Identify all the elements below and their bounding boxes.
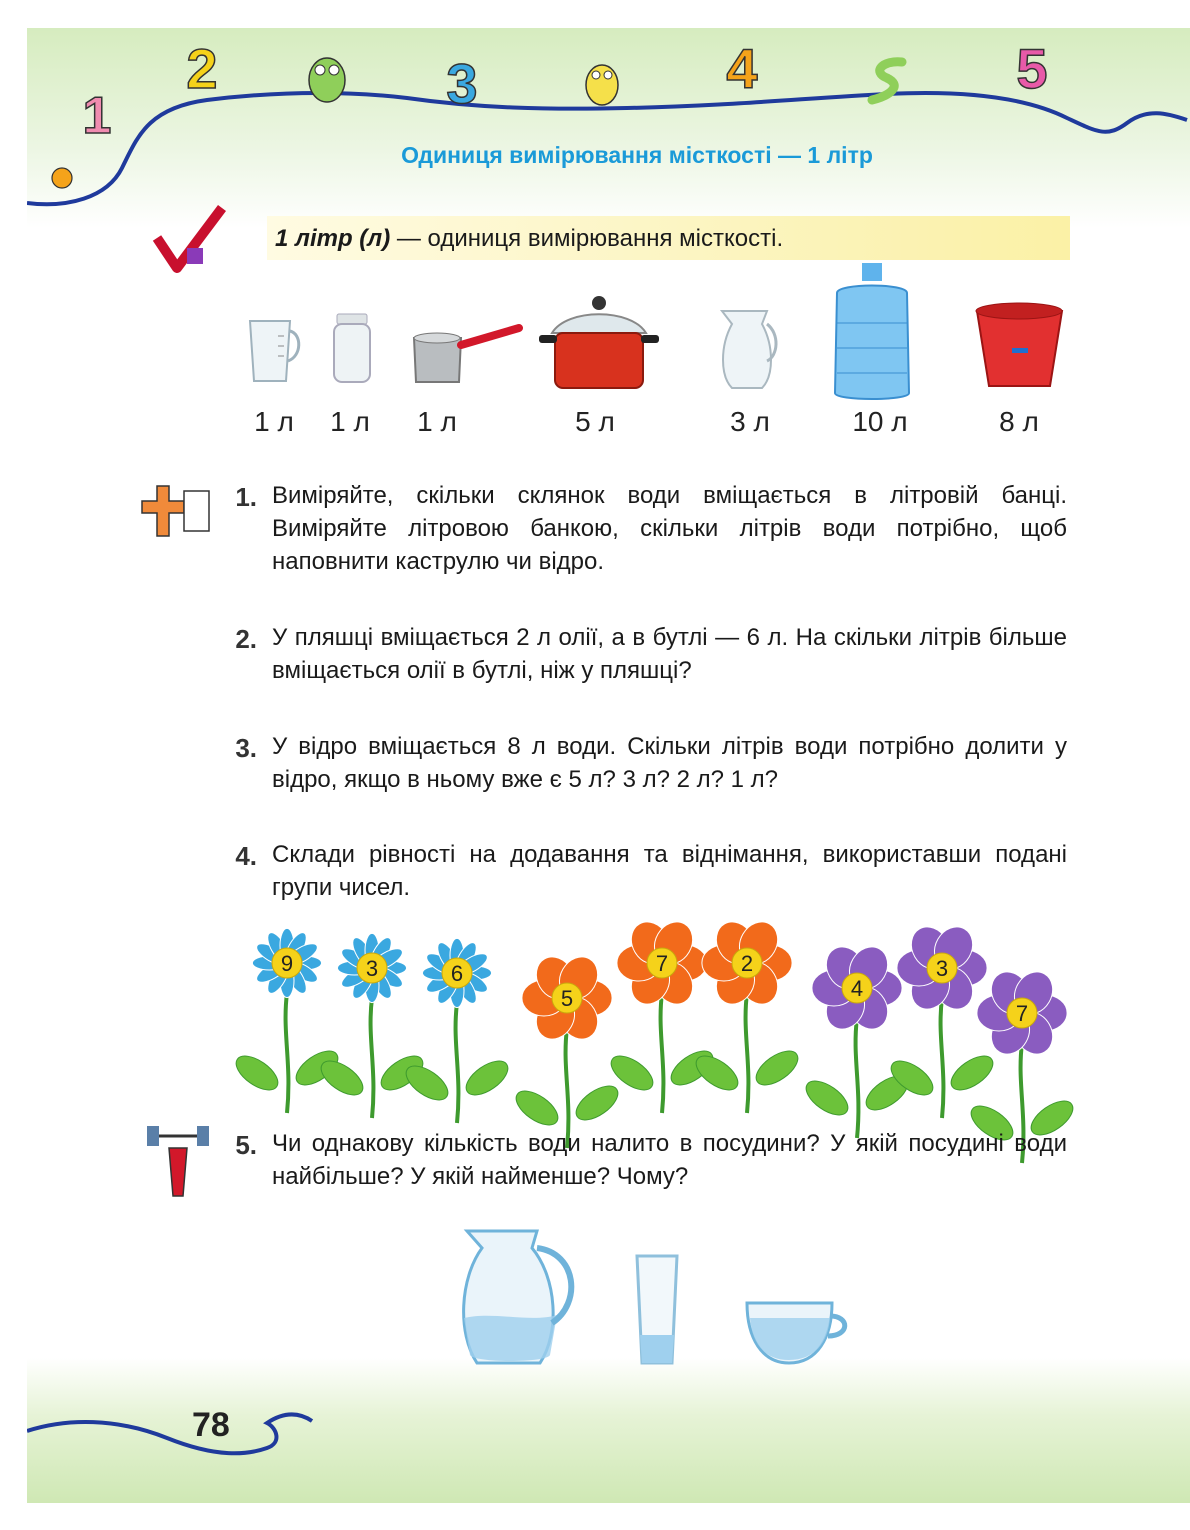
task-text: Склади рівності на додавання та віднімання, використавши подані групи чисел. (272, 841, 1067, 901)
tall-glass-icon (632, 1253, 682, 1373)
task-text: Чи однакову кількість води налито в посудини? У якій посудині води найбільше? У якій найменше? Чому? (272, 1130, 1067, 1190)
mascot-digit: 5 (1016, 37, 1048, 100)
measuring-cup-icon (242, 316, 302, 391)
flower-number: 4 (850, 976, 864, 1001)
pot-icon (537, 293, 662, 398)
task-text: Виміряйте, скільки склянок води вміщається в літровій банці. Виміряйте літровою банкою, скільки літрів води потрібно, щоб наповнити каструлю чи відро. (272, 482, 1067, 575)
jar-icon (329, 314, 374, 389)
task-number: 5. (235, 1130, 257, 1160)
water-bottle-icon (827, 263, 917, 408)
glass-jug-icon (712, 306, 782, 396)
flower-number: 9 (280, 951, 294, 976)
flower-number: 2 (740, 951, 754, 976)
textbook-page (27, 28, 1190, 1503)
cup-icon (742, 1298, 852, 1373)
weightlifter-pencil-icon (139, 1118, 219, 1213)
mascot-digit: 4 (726, 37, 758, 100)
definition-text: — одиниця вимірювання місткості. (390, 225, 784, 252)
mascot-snake-icon (862, 50, 912, 115)
flower (690, 915, 803, 1113)
flower (605, 915, 718, 1113)
task-text: У відро вміщається 8 л води. Скільки літрів води потрібно долити у відро, якщо в ньому вже є 5 л? 3 л? 2 л? 1 л? (272, 733, 1067, 793)
mascot-five-icon (1007, 33, 1057, 108)
flower (315, 933, 428, 1118)
task-number: 4. (235, 841, 257, 871)
checkmark-pencil-icon (147, 203, 227, 283)
flower-number: 7 (1015, 1001, 1029, 1026)
container-label: 5 л (575, 406, 615, 437)
container-label: 1 л (254, 406, 294, 437)
flower-number: 3 (935, 956, 949, 981)
mascot-digit: 3 (446, 52, 478, 115)
flower-number: 3 (365, 956, 379, 981)
mascot-digit: 2 (186, 37, 218, 100)
task-number: 3. (235, 733, 257, 763)
mascot-zero-icon (577, 53, 627, 118)
jug-icon (452, 1223, 587, 1373)
bucket-icon (972, 296, 1067, 396)
page-number: 78 (192, 1406, 230, 1444)
definition-term: 1 літр (л) (275, 225, 391, 252)
flower (510, 950, 623, 1148)
page-title: Одиниця вимірювання місткості — 1 літр (401, 142, 873, 168)
flower (400, 938, 513, 1123)
mascot-frog-icon (302, 50, 352, 115)
mascot-four-icon (717, 33, 767, 108)
flower (230, 928, 343, 1113)
flower-groups (242, 918, 1072, 1088)
saucepan-icon (409, 320, 524, 395)
mascot-one-icon (72, 83, 122, 158)
flower-number: 5 (560, 986, 574, 1011)
footer-wave (27, 1393, 347, 1483)
container-label: 1 л (330, 406, 370, 437)
definition (275, 225, 783, 253)
container-label: 1 л (417, 406, 457, 437)
mascot-digit: 1 (82, 87, 112, 145)
flower-number: 7 (655, 951, 669, 976)
plus-character-icon (139, 476, 219, 561)
container-label: 10 л (852, 406, 908, 437)
mascot-two-icon (177, 33, 227, 108)
mascot-three-icon (437, 48, 487, 123)
task-number: 1. (235, 482, 257, 512)
task-text: У пляшці вміщається 2 л олії, а в бутлі — 6 л. На скільки літрів більше вміщається олії в бутлі, ніж у пляшці? (272, 624, 1067, 684)
mascot-small-icon (42, 158, 82, 203)
container-label: 8 л (999, 406, 1039, 437)
container-label: 3 л (730, 406, 770, 437)
flower-number: 6 (450, 961, 464, 986)
task-number: 2. (235, 624, 257, 654)
